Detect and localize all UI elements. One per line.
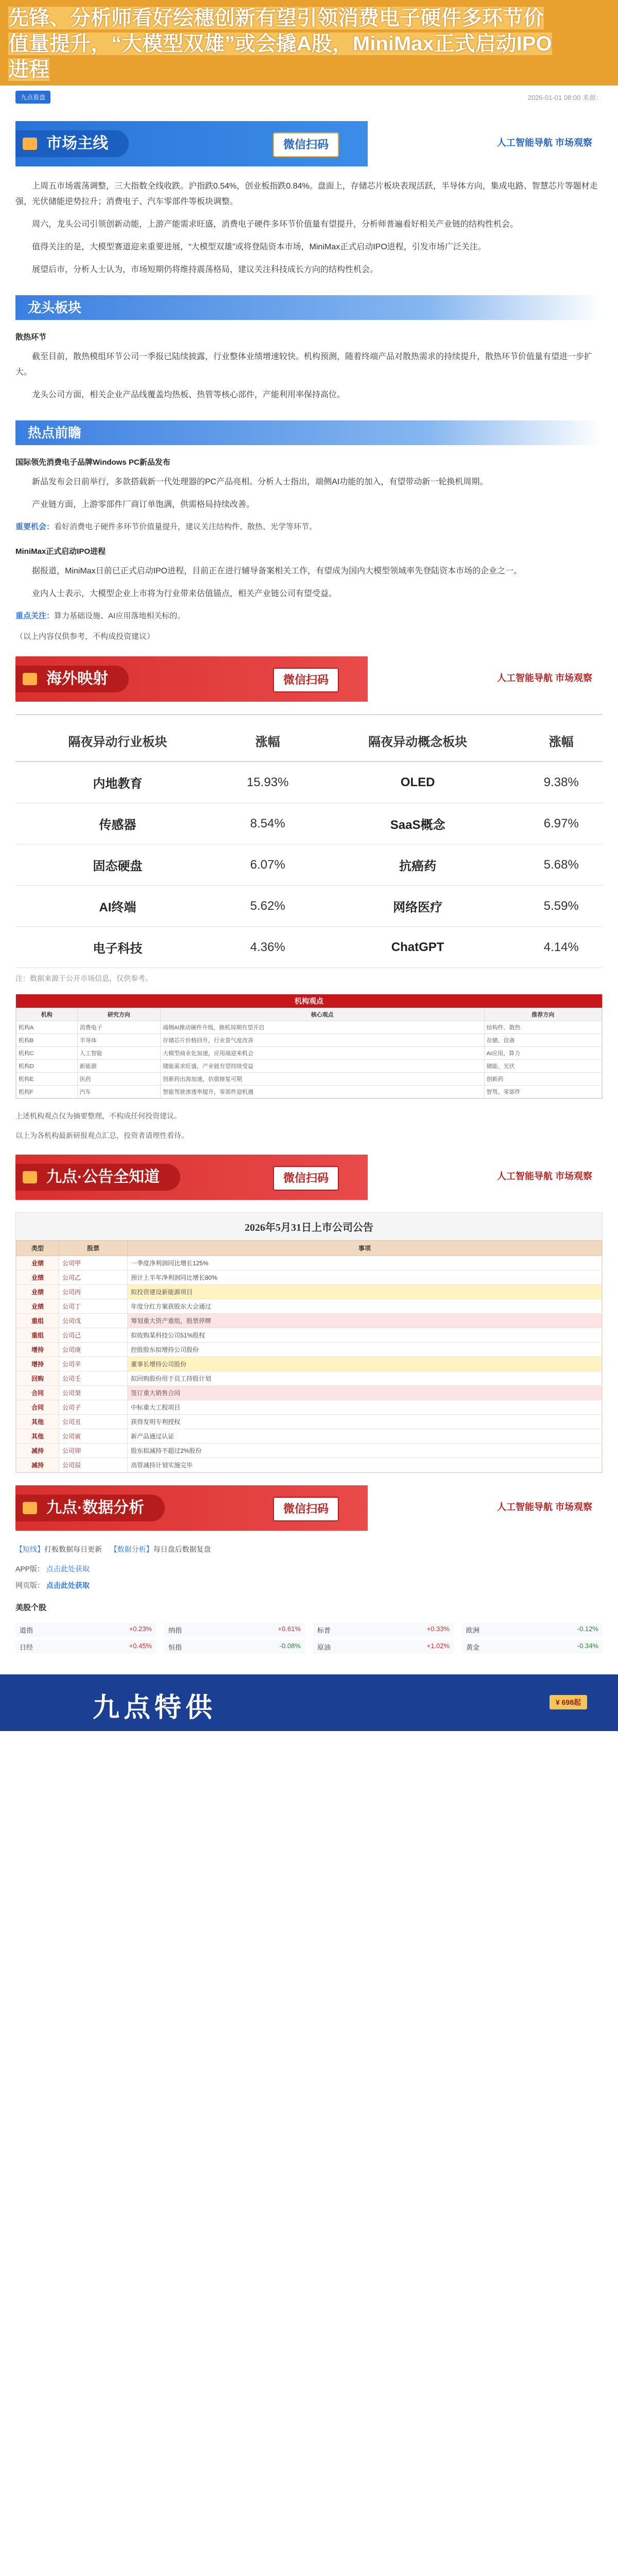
calendar-event: 签订重大销售合同 [128, 1386, 602, 1400]
article-title [0, 0, 618, 86]
calendar-event: 董事长增持公司股份 [128, 1357, 602, 1371]
title-line-3: 进程 [8, 58, 49, 81]
market-item [15, 1623, 156, 1637]
article-date: 2026-01-01 08:00 来源： [527, 94, 603, 101]
calendar-stock[interactable]: 公司壬 [59, 1371, 128, 1386]
calendar-row [16, 1285, 602, 1299]
inst-row [16, 1060, 602, 1073]
key-label: 重点关注： [15, 612, 55, 620]
calendar-event: 预计上半年净利润同比增长80% [128, 1270, 602, 1285]
mapping-change: 5.62% [220, 886, 316, 927]
market-value: -0.08% [279, 1642, 301, 1650]
mapping-change: 5.68% [520, 844, 603, 886]
inst-header: 推荐方向 [484, 1008, 602, 1021]
mapping-note: 注：数据来源于公开市场信息，仅供参考。 [15, 974, 152, 982]
intro-para: 上周五市场震荡调整，三大指数全线收跌。沪指跌0.54%，创业板指跌0.84%。盘面上，存储芯片板块表现活跃，半导体方向，集成电路、智慧芯片等题材走强，光伏储能逆势拉升；消费电子、汽车零部件等板块调整。 [15, 182, 598, 206]
frontline-closing: （以上内容仅供参考，不构成投资建议） [15, 632, 155, 641]
special-price[interactable]: ¥ 698起 [550, 1695, 587, 1709]
calendar-type: 回购 [16, 1371, 59, 1386]
market-value: +1.02% [426, 1642, 450, 1650]
mapping-table-wrap [15, 714, 603, 968]
calendar-row [16, 1328, 602, 1343]
cal-header: 类型 [16, 1241, 59, 1256]
download-line [15, 1543, 603, 1555]
calendar-stock[interactable]: 公司丙 [59, 1285, 128, 1299]
calendar-stock[interactable]: 公司子 [59, 1400, 128, 1415]
inst-cell: 创新药 [484, 1073, 602, 1086]
inst-cell: 机构E [16, 1073, 78, 1086]
cal-header: 事项 [128, 1241, 602, 1256]
article-content [0, 121, 618, 1654]
calendar-stock[interactable]: 公司丑 [59, 1415, 128, 1429]
announcement-calendar [15, 1212, 603, 1473]
market-item [313, 1623, 454, 1637]
frontline-key-1 [15, 520, 603, 534]
calendar-row [16, 1314, 602, 1328]
market-value: +0.61% [278, 1625, 301, 1633]
mapping-sector: ChatGPT [316, 927, 520, 968]
calendar-stock[interactable]: 公司戊 [59, 1314, 128, 1328]
market-name: 纳指 [168, 1626, 182, 1634]
calendar-row [16, 1386, 602, 1400]
frontline-key-2 [15, 609, 603, 623]
mapping-row [15, 761, 603, 803]
inst-cell: 智能驾驶渗透率提升，零部件迎机遇 [161, 1086, 485, 1098]
key-label: 重要机会： [15, 522, 55, 531]
intro-para: 展望后市，分析人士认为，市场短期仍将维持震荡格局，建议关注科技成长方向的结构性机会。 [32, 265, 379, 274]
wechat-logo: 微信扫码 [273, 132, 339, 157]
app-row [15, 1563, 603, 1575]
calendar-type: 业绩 [16, 1285, 59, 1299]
title-line-2: 值量提升，“大模型双雄”或会撬A股，MiniMax正式启动IPO [8, 32, 552, 55]
banner-slogan: 人工智能导航 市场观察 [497, 673, 592, 683]
mapping-change: 5.59% [520, 886, 603, 927]
calendar-stock[interactable]: 公司辛 [59, 1357, 128, 1371]
calendar-stock[interactable]: 公司庚 [59, 1343, 128, 1357]
calendar-row [16, 1270, 602, 1285]
calendar-event: 拟投资建设新能源项目 [128, 1285, 602, 1299]
market-name: 原油 [317, 1643, 331, 1651]
frontline-subheading-1: 国际领先消费电子品牌Windows PC新品发布 [15, 458, 170, 467]
calendar-stock[interactable]: 公司癸 [59, 1386, 128, 1400]
calendar-stock[interactable]: 公司卯 [59, 1444, 128, 1458]
calendar-stock[interactable]: 公司丁 [59, 1299, 128, 1314]
mapping-sector: 抗癌药 [316, 844, 520, 886]
market-item [462, 1623, 603, 1637]
market-value: -0.34% [577, 1642, 598, 1650]
market-item [164, 1640, 305, 1654]
key-text: 算力基础设施、AI应用落地相关标的。 [54, 612, 185, 620]
leader-subheading: 散热环节 [15, 333, 47, 342]
market-item [164, 1623, 305, 1637]
leader-para: 龙头公司方面，相关企业产品线覆盖均热板、热管等核心部件，产能利用率保持高位。 [32, 391, 346, 399]
author-tag[interactable]: 九点看盘 [15, 91, 50, 104]
mapping-header: 涨幅 [220, 720, 316, 761]
calendar-row [16, 1256, 602, 1270]
calendar-type: 增持 [16, 1343, 59, 1357]
web-row [15, 1580, 603, 1590]
inst-cell: 端侧AI推动硬件升级，换机周期有望开启 [161, 1021, 485, 1034]
institution-note: 上述机构观点仅为摘要整理，不构成任何投资建议。 [15, 1112, 181, 1120]
mapping-header: 涨幅 [520, 720, 603, 761]
inst-cell: 创新药出海加速，估值修复可期 [161, 1073, 485, 1086]
calendar-event: 中标重大工程项目 [128, 1400, 602, 1415]
article-meta [0, 86, 618, 109]
institution-note: 以上为各机构最新研报观点汇总，投资者请理性看待。 [15, 1131, 188, 1140]
calendar-title: 2026年5月31日上市公司公告 [16, 1213, 602, 1240]
wechat-logo: 微信扫码 [273, 1166, 339, 1191]
calendar-event: 拟回购股份用于员工持股计划 [128, 1371, 602, 1386]
calendar-row [16, 1429, 602, 1444]
inst-header: 研究方向 [77, 1008, 160, 1021]
short-term-link[interactable]: 【短线】 [15, 1545, 44, 1553]
banner-slogan: 人工智能导航 市场观察 [497, 1502, 592, 1512]
frontline-para: 据报道，MiniMax日前已正式启动IPO进程，目前正在进行辅导备案相关工作，有望成为国内大模型领域率先登陆资本市场的企业之一。 [32, 567, 522, 575]
market-item [462, 1640, 603, 1654]
inst-cell: 机构F [16, 1086, 78, 1098]
calendar-type: 业绩 [16, 1256, 59, 1270]
mapping-change: 8.54% [220, 803, 316, 844]
calendar-row [16, 1371, 602, 1386]
inst-cell: 消费电子 [77, 1021, 160, 1034]
mapping-sector: 网络医疗 [316, 886, 520, 927]
web-link[interactable]: 点击此处获取 [46, 1581, 90, 1589]
overseas-banner [15, 656, 603, 702]
market-value: -0.12% [577, 1625, 598, 1633]
inst-header: 核心观点 [161, 1008, 485, 1021]
cal-header: 股票 [59, 1241, 128, 1256]
inst-cell: 机构C [16, 1047, 78, 1060]
market-grid [15, 1623, 603, 1654]
calendar-stock[interactable]: 公司寅 [59, 1429, 128, 1444]
calendar-row [16, 1415, 602, 1429]
market-name: 黄金 [466, 1643, 480, 1651]
web-label: 网页版： [15, 1581, 44, 1589]
inst-cell: 机构D [16, 1060, 78, 1073]
frontline-para: 业内人士表示，大模型企业上市将为行业带来估值锚点，相关产业链公司有望受益。 [32, 589, 337, 598]
mapping-sector: 内地教育 [15, 761, 220, 803]
calendar-stock[interactable]: 公司乙 [59, 1270, 128, 1285]
market-name: 道指 [20, 1626, 33, 1634]
intro-para: 周六，龙头公司引领创新动能，上游产能需求旺盛，消费电子硬件多环节价值量有望提升，分析师普遍看好相关产业链的结构性机会。 [32, 220, 519, 229]
mapping-sector: AI终端 [15, 886, 220, 927]
data-analysis-text: 每日盘后数据复盘 [153, 1545, 211, 1553]
market-value: +0.33% [426, 1625, 450, 1633]
inst-cell: AI应用、算力 [484, 1047, 602, 1060]
leader-para: 截至目前，散热模组环节公司一季报已陆续披露，行业整体业绩增速较快。机构预测，随着终端产品对散热需求的持续提升，散热环节价值量有望进一步扩大。 [15, 352, 593, 377]
mapping-change: 6.97% [520, 803, 603, 844]
short-term-text: 打板数据每日更新 [44, 1545, 102, 1553]
market-value: +0.23% [129, 1625, 152, 1633]
inst-cell: 机构B [16, 1034, 78, 1047]
calendar-type: 业绩 [16, 1299, 59, 1314]
inst-cell: 汽车 [77, 1086, 160, 1098]
mapping-table [15, 720, 603, 968]
banner-slogan: 人工智能导航 市场观察 [497, 1171, 592, 1181]
wechat-logo: 微信扫码 [273, 668, 339, 692]
banner-slogan: 人工智能导航 市场观察 [497, 138, 592, 148]
market-item [313, 1640, 454, 1654]
mapping-sector: SaaS概念 [316, 803, 520, 844]
calendar-event: 股东拟减持不超过2%股份 [128, 1444, 602, 1458]
title-line-1: 先锋、分析师看好绘穗创新有望引领消费电子硬件多环节价 [8, 7, 544, 29]
mapping-header: 隔夜异动概念板块 [316, 720, 520, 761]
mapping-sector: 固态硬盘 [15, 844, 220, 886]
inst-cell: 新能源 [77, 1060, 160, 1073]
mapping-row [15, 844, 603, 886]
ninepoint-banner [15, 1155, 603, 1200]
calendar-type: 增持 [16, 1357, 59, 1371]
calendar-stock[interactable]: 公司甲 [59, 1256, 128, 1270]
inst-row [16, 1047, 602, 1060]
calendar-type: 合同 [16, 1386, 59, 1400]
inst-cell: 储能需求旺盛，产业链有望持续受益 [161, 1060, 485, 1073]
inst-row [16, 1034, 602, 1047]
calendar-type: 其他 [16, 1415, 59, 1429]
calendar-table [16, 1240, 602, 1472]
market-name: 欧洲 [466, 1626, 480, 1634]
calendar-row [16, 1400, 602, 1415]
overseas-banner-title: 海外映射 [15, 666, 129, 692]
inst-cell: 大模型商业化加速，应用端迎来机会 [161, 1047, 485, 1060]
inst-row [16, 1021, 602, 1034]
calendar-body [16, 1256, 602, 1472]
calendar-event: 年度分红方案获股东大会通过 [128, 1299, 602, 1314]
frontline-subheading-2: MiniMax正式启动IPO进程 [15, 547, 106, 556]
inst-cell: 医药 [77, 1073, 160, 1086]
inst-cell: 人工智能 [77, 1047, 160, 1060]
wechat-logo: 微信扫码 [273, 1497, 339, 1521]
market-name: 恒指 [168, 1643, 182, 1651]
mapping-header: 隔夜异动行业板块 [15, 720, 220, 761]
ninepoint-banner-title: 九点·公告全知道 [15, 1164, 180, 1191]
inst-cell: 储能、光伏 [484, 1060, 602, 1073]
calendar-stock[interactable]: 公司己 [59, 1328, 128, 1343]
frontline-section-heading: 热点前瞻 [15, 420, 603, 445]
inst-header: 机构 [16, 1008, 78, 1021]
market-value: +0.45% [129, 1642, 152, 1650]
mapping-sector: OLED [316, 761, 520, 803]
inst-cell: 存储、设备 [484, 1034, 602, 1047]
calendar-type: 其他 [16, 1429, 59, 1444]
inst-row [16, 1073, 602, 1086]
market-name: 标普 [317, 1626, 331, 1634]
inst-cell: 存储芯片价格回升，行业景气度改善 [161, 1034, 485, 1047]
inst-cell: 机构A [16, 1021, 78, 1034]
data-analysis-link[interactable]: 【数据分析】 [110, 1545, 153, 1553]
calendar-event: 控股股东拟增持公司股份 [128, 1343, 602, 1357]
calendar-event: 拟收购某科技公司51%股权 [128, 1328, 602, 1343]
institution-title: 机构观点 [16, 994, 602, 1008]
inst-cell: 半导体 [77, 1034, 160, 1047]
data-banner [15, 1485, 603, 1531]
calendar-row [16, 1357, 602, 1371]
calendar-stock[interactable]: 公司辰 [59, 1458, 128, 1472]
data-banner-title: 九点·数据分析 [15, 1495, 165, 1521]
calendar-type: 合同 [16, 1400, 59, 1415]
frontline-para: 产业链方面，上游零部件厂商订单饱满，供需格局持续改善。 [32, 500, 255, 509]
inst-row [16, 1086, 602, 1098]
special-banner[interactable] [0, 1674, 618, 1731]
institution-body [16, 1021, 602, 1098]
mapping-row [15, 927, 603, 968]
mapping-sector: 电子科技 [15, 927, 220, 968]
calendar-event: 新产品通过认证 [128, 1429, 602, 1444]
institution-table [15, 994, 603, 1099]
calendar-row [16, 1444, 602, 1458]
calendar-type: 减持 [16, 1444, 59, 1458]
market-banner-title: 市场主线 [15, 130, 129, 157]
leader-section-heading: 龙头板块 [15, 295, 603, 320]
market-name: 日经 [20, 1643, 33, 1651]
mapping-row [15, 803, 603, 844]
market-banner [15, 121, 603, 166]
inst-cell: 结构件、散热 [484, 1021, 602, 1034]
mapping-change: 4.36% [220, 927, 316, 968]
mapping-change: 6.07% [220, 844, 316, 886]
calendar-row [16, 1299, 602, 1314]
mapping-table-body [15, 761, 603, 968]
mapping-change: 15.93% [220, 761, 316, 803]
calendar-row [16, 1343, 602, 1357]
app-label: APP版： [15, 1565, 45, 1573]
market-title: 美股个股 [15, 1603, 47, 1612]
calendar-event: 一季度净利润同比增长125% [128, 1256, 602, 1270]
calendar-event: 筹划重大资产重组，股票停牌 [128, 1314, 602, 1328]
calendar-type: 重组 [16, 1328, 59, 1343]
mapping-sector: 传感器 [15, 803, 220, 844]
mapping-change: 9.38% [520, 761, 603, 803]
mapping-change: 4.14% [520, 927, 603, 968]
calendar-row [16, 1458, 602, 1472]
calendar-event: 高管减持计划实施完毕 [128, 1458, 602, 1472]
app-link[interactable]: 点击此处获取 [46, 1565, 90, 1573]
key-text: 看好消费电子硬件多环节价值量提升，建议关注结构件、散热、光学等环节。 [54, 522, 317, 531]
inst-cell: 智驾、零部件 [484, 1086, 602, 1098]
calendar-event: 获得发明专利授权 [128, 1415, 602, 1429]
market-item [15, 1640, 156, 1654]
frontline-para: 新品发布会日前举行，多款搭载新一代处理器的PC产品亮相。分析人士指出，端侧AI功能的加入，有望带动新一轮换机周期。 [32, 478, 488, 486]
calendar-type: 减持 [16, 1458, 59, 1472]
calendar-type: 重组 [16, 1314, 59, 1328]
calendar-type: 业绩 [16, 1270, 59, 1285]
intro-para: 值得关注的是，大模型赛道迎来重要进展，“大模型双雄”或将登陆资本市场，MiniMax正式启动IPO进程，引发市场广泛关注。 [32, 243, 486, 251]
special-title: 九点特供 [93, 1693, 217, 1723]
institution-grid [16, 1008, 602, 1098]
mapping-row [15, 886, 603, 927]
